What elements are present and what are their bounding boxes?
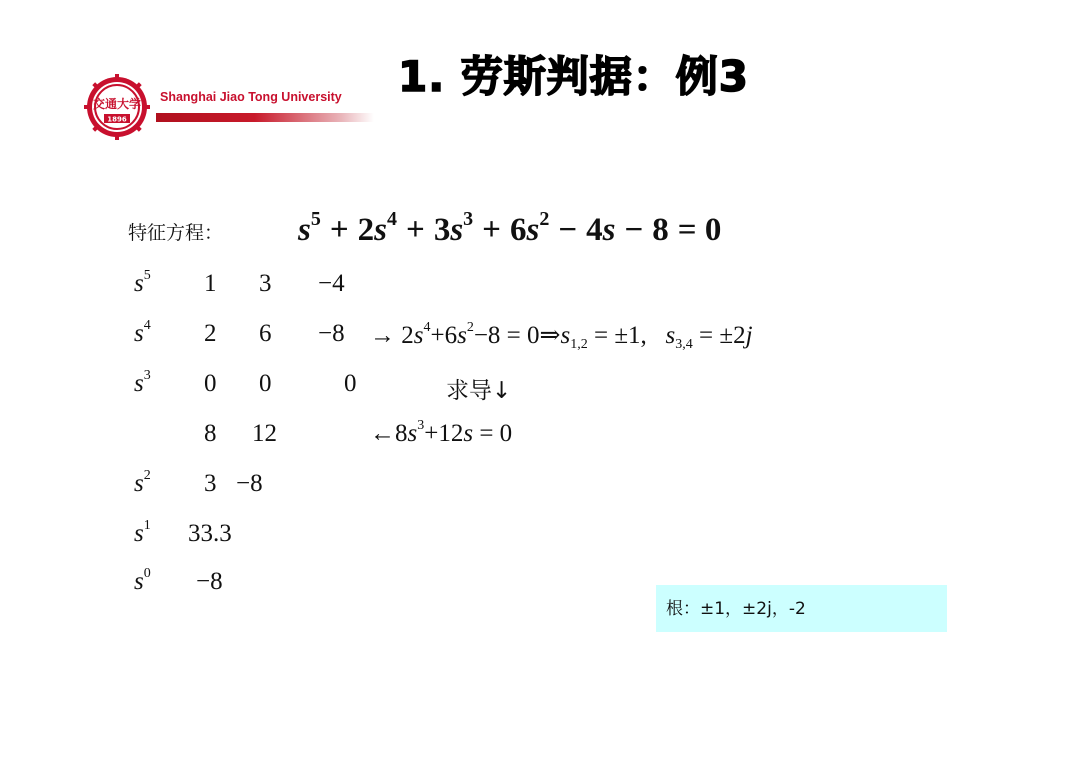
- term-6: 8: [652, 212, 669, 248]
- university-name: Shanghai Jiao Tong University: [160, 90, 342, 104]
- roots-box: [656, 585, 947, 632]
- aux-equation: → $2s^4+6s^2-8$ = $0\Rightarrow s_{1,2} = \pm 1$, $s_{3,4} = \pm 2j$: [370, 320, 753, 352]
- routh-row-s1: $s^1$ 33.3: [134, 518, 232, 547]
- derivative-equation: $\leftarrow 8s^3+12s = 0$: [370, 418, 513, 447]
- logo-year: 1896: [107, 115, 127, 124]
- slide-title: 1. 劳斯判据：例3: [398, 52, 750, 101]
- header-bar: [156, 113, 374, 122]
- term-3: $3s^3$: [433, 208, 474, 248]
- routh-row-s3: $s^3$ 0 0 0 求导↓: [134, 368, 512, 404]
- characteristic-equation: $s^5 + 2s^4 + 3s^3 + 6s^2 - 4s - 8 = 0$: [298, 208, 722, 248]
- university-logo: [84, 74, 150, 140]
- routh-row-s3-replaced: 8 12 $\leftarrow 8s^3+12s = 0$: [204, 418, 513, 447]
- routh-row-s5: $s^5$ 1 3 −4: [134, 268, 345, 297]
- routh-row-s4: $s^4$ 2 6 −8 → $2s^4+6s^2-8$ = $0\Rightarrow s_{1,2} = \pm 1$, $s_{3,4} = \pm 2j$: [134, 318, 753, 352]
- routh-row-s0: $s^0$ −8: [134, 566, 223, 595]
- term-5: 4s: [586, 212, 616, 248]
- equation-label: 特征方程：: [128, 222, 224, 244]
- roots-text: 根：±1，±2j，-2: [666, 599, 806, 619]
- logo-mark-text: 交通大学: [92, 97, 142, 111]
- term-1: $s^5$: [298, 208, 321, 248]
- derivative-label: 求导↓: [446, 378, 512, 404]
- term-2: $2s^4$: [357, 208, 397, 248]
- term-4: $6s^2$: [509, 208, 550, 248]
- routh-row-s2: $s^2$ 3 −8: [134, 468, 263, 497]
- equation-rhs: = 0: [677, 212, 722, 248]
